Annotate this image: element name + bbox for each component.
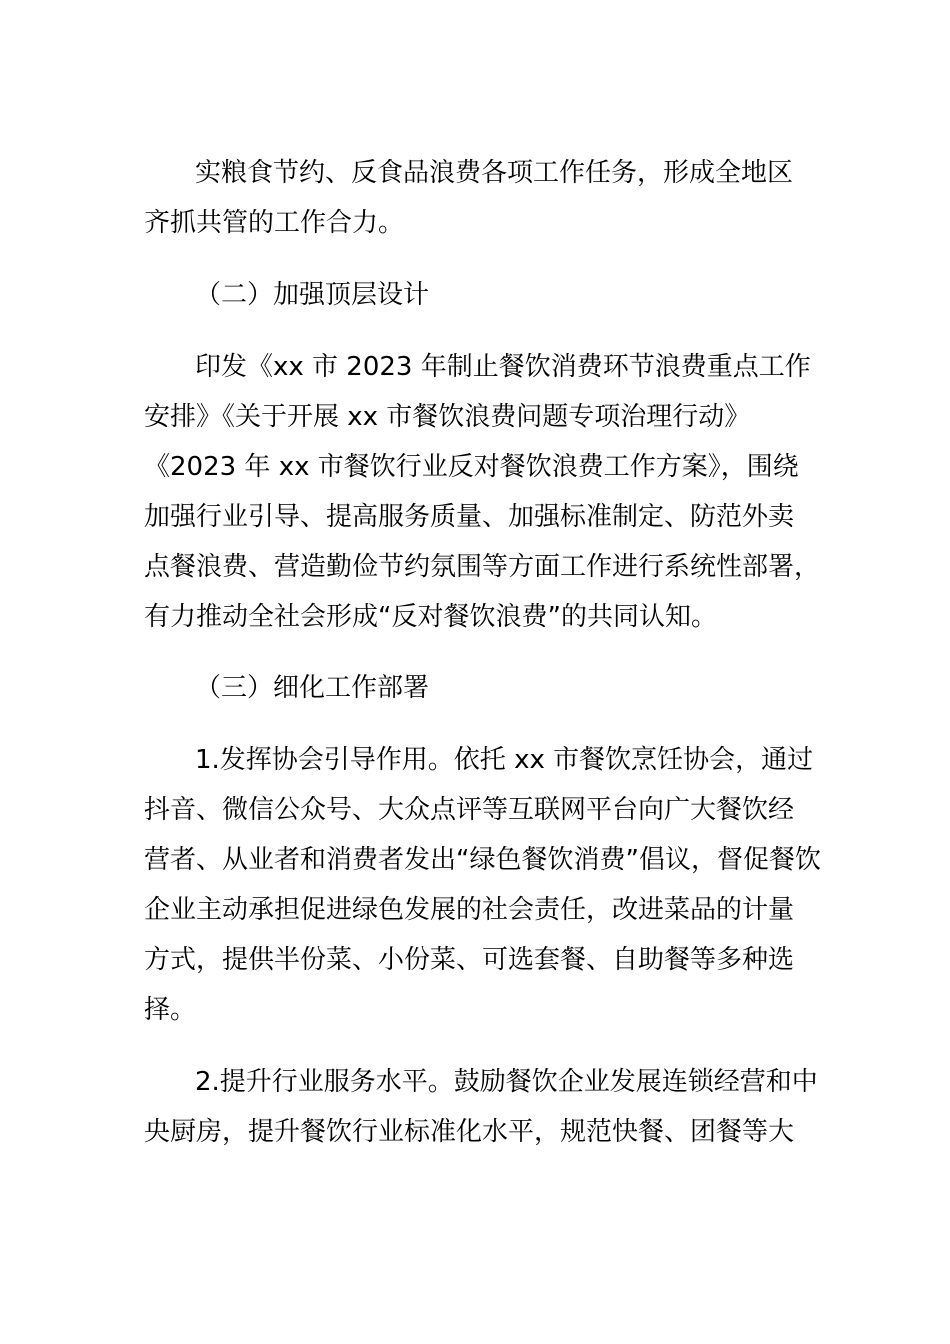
paragraph-line: 齐抓共管的工作合力。 [144, 208, 405, 238]
paragraph-line: 择。 [144, 995, 197, 1025]
paragraph-line: 抖音、微信公众号、大众点评等互联网平台向广大餐饮经 [144, 795, 795, 825]
paragraph-line: 点餐浪费、营造勤俭节约氛围等方面工作进行系统性部署， [144, 552, 821, 582]
paragraph-line: 安排》《关于开展 xx 市餐饮浪费问题专项治理行动》 [144, 402, 751, 432]
paragraph-line: 实粮食节约、反食品浪费各项工作任务，形成全地区 [195, 158, 794, 188]
section-heading: （二）加强顶层设计 [195, 280, 430, 310]
paragraph-line: 企业主动承担促进绿色发展的社会责任，改进菜品的计量 [144, 895, 795, 925]
paragraph-line: 方式，提供半份菜、小份菜、可选套餐、自助餐等多种选 [144, 945, 795, 975]
paragraph-line: 《2023 年 xx 市餐饮行业反对餐饮浪费工作方案》，围绕 [144, 452, 799, 482]
paragraph-line: 央厨房，提升餐饮行业标准化水平，规范快餐、团餐等大 [144, 1117, 795, 1147]
paragraph-line: 营者、从业者和消费者发出“绿色餐饮消费”倡议，督促餐饮 [144, 845, 821, 875]
paragraph-line: 印发《xx 市 2023 年制止餐饮消费环节浪费重点工作 [195, 352, 811, 382]
paragraph-line: 有力推动全社会形成“反对餐饮浪费”的共同认知。 [144, 602, 717, 632]
section-heading: （三）细化工作部署 [195, 673, 430, 703]
paragraph-line: 1.发挥协会引导作用。依托 xx 市餐饮烹饪协会，通过 [195, 745, 814, 775]
paragraph-line: 2.提升行业服务水平。鼓励餐饮企业发展连锁经营和中 [195, 1067, 818, 1097]
paragraph-line: 加强行业引导、提高服务质量、加强标准制定、防范外卖 [144, 502, 795, 532]
